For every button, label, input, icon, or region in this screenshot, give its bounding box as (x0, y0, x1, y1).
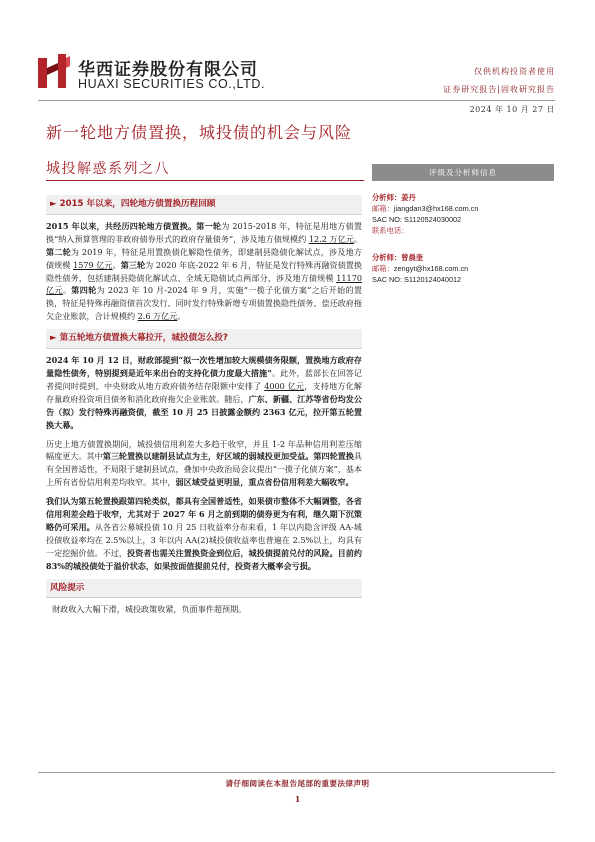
company-name-en: HUAXI SECURITIES CO.,LTD. (78, 77, 266, 91)
emphasis-text: 第四轮 (71, 285, 97, 296)
header-divider (38, 100, 555, 101)
paragraph (46, 495, 362, 572)
report-subtitle: 城投解惑系列之八 (46, 161, 170, 177)
report-title: 新一轮地方债置换，城投债的机会与风险 (46, 123, 353, 142)
body-text: 。 (353, 233, 362, 244)
body-text: 具有全国普适性，不局限于建制县试点，叠加中央政治局会议提出“一揽子化债方案”，基本上所有省份信用利差均收窄。其中， (46, 451, 362, 488)
body-text: ，支持地方化解存量政府投资项目债务和消化政府拖欠企业账款。随后， (46, 380, 363, 404)
emphasis-text: 第三轮置换以建制县试点为主，好区域的弱城投更加受益。第四轮置换 (102, 451, 354, 462)
body-text: 从各省公募城投债 10 月 25 日收益率分布来看，1 年以内隐含评级 AA-城投债收益率均在 2.5%以上，3 年以内 AA(2)城投债收益率也普遍在 2.5%以上，均具有一定挖掘价值。不过， (46, 521, 362, 558)
key-figure: 4000 亿元 (264, 380, 305, 391)
emphasis-text: 第三轮 (120, 259, 146, 270)
key-figure: 2.6 万亿元 (137, 311, 178, 322)
emphasis-text: 我们认为第五轮置换跟第四轮类似，都具有全国普适性，如果债市整体不大幅调整，各省信用利差会趋于收窄，尤其对于 2027 年 6 月之前到期的债券更为有利，继久期下沉策略仍可采用。 (46, 496, 362, 532)
sidebar-heading: 评级及分析师信息 (372, 164, 554, 181)
key-figure: 11170 亿元 (46, 272, 362, 296)
analyst-name: 分析师：姜丹 (372, 193, 416, 202)
report-type: 证券研究报告|固收研究报告 (443, 85, 555, 94)
key-figure: 1579 亿元 (73, 259, 113, 270)
body-text: 。 (112, 259, 121, 270)
company-name-cn: 华西证券股份有限公司 (78, 60, 258, 80)
body-text: 为 2019 年，特征是用置换债化解隐性债务，即建制县隐债化解试点，涉及地方债规模 (46, 246, 362, 270)
body-text: 为 2015-2018 年，特征是用地方债置换“纳入预算管理的非政府债券形式的政府存量债务”，涉及地方债规模约 (46, 220, 362, 244)
emphasis-text: 投资者也需关注置换资金到位后，城投债提前兑付的风险。目前约 83%的城投债处于溢价状态，如果按面值提前兑付，投资者大概率会亏损。 (46, 547, 362, 571)
analyst-email[interactable]: zengyt@hx168.com.cn (393, 264, 469, 273)
email-label: 邮箱： (372, 264, 394, 273)
audience-note: 仅供机构投资者使用 (474, 67, 555, 76)
legal-notice: 请仔细阅读在本报告尾部的重要法律声明 (225, 779, 370, 788)
subtitle-underline (46, 180, 364, 181)
risk-text: 财政收入大幅下滑，城投政策收紧，负面事件超预期。 (52, 604, 247, 615)
key-figure: 12.2 万亿元 (308, 233, 354, 244)
body-text: 。 (62, 285, 72, 296)
body-text: 为 2020 年底-2022 年 6 月，特征是发行特殊再融资债置换隐性债务，包括建制县隐债化解试点、全域无隐债试点两部分，涉及地方债规模 (46, 259, 363, 283)
section-heading: ► 第五轮地方债置换大幕拉开，城投债怎么投? (46, 329, 362, 349)
body-text: 。 (177, 311, 186, 322)
report-date: 2024 年 10 月 27 日 (469, 105, 555, 114)
analyst-sidebar (372, 164, 554, 285)
emphasis-text: 2015 年以来，共经历四轮地方债置换。 (46, 220, 197, 231)
body-text: 。此外，蓝部长在回答记者提问时提到，中央财政从地方政府债务结存限额中安排了 (46, 367, 362, 391)
risk-heading: 风险提示 (46, 579, 362, 599)
main-content (46, 190, 362, 622)
body-text: 历史上地方债置换期间，城投债信用利差大多趋于收窄，并且 1-2 年品种信用利差压缩幅度更大。其中 (46, 438, 362, 462)
analyst-name: 分析师：曾晨奎 (372, 253, 424, 262)
body-text: 为 2023 年 10 月-2024 年 9 月，实施“一揽子化债方案”之后开始的置换，特征是特殊再融资债首次发行、同时发行特殊新增专项债置换隐性债务、偿还政府拖欠企业账款，合计规模约 (46, 285, 362, 322)
analyst-card (372, 252, 554, 285)
footer-divider (38, 772, 555, 773)
section-heading: ► 2015 年以来，四轮地方债置换历程回顾 (46, 195, 362, 215)
phone-label: 联系电话： (372, 226, 409, 235)
analyst-email[interactable]: jiangdan3@hx168.com.cn (393, 204, 479, 213)
emphasis-text: 广东、新疆、江苏等省份均发公告（拟）发行特殊再融资债，截至 10 月 25 日披露金额约 2363 亿元，拉开第五轮置换大幕。 (46, 393, 362, 430)
emphasis-text: 弱区域受益更明显，重点省份信用利差大幅收窄。 (175, 477, 354, 488)
paragraph (46, 438, 362, 490)
huaxi-logo-icon (38, 54, 70, 88)
page-number: 1 (294, 794, 301, 804)
emphasis-text: 第一轮 (196, 220, 222, 231)
emphasis-text: 第二轮 (46, 246, 71, 257)
analyst-sac: SAC NO: S1120524030002 (372, 215, 462, 224)
paragraph (46, 354, 362, 431)
analyst-sac: SAC NO: S1120124040012 (372, 275, 462, 284)
email-label: 邮箱： (372, 204, 394, 213)
emphasis-text: 2024 年 10 月 12 日，财政部提到“拟一次性增加较大规模债务限额，置换地方政府存量隐性债务，特别提到是近年来出台的支持化债力度最大措施” (46, 355, 362, 378)
analyst-card (372, 192, 554, 236)
paragraph (46, 220, 362, 323)
